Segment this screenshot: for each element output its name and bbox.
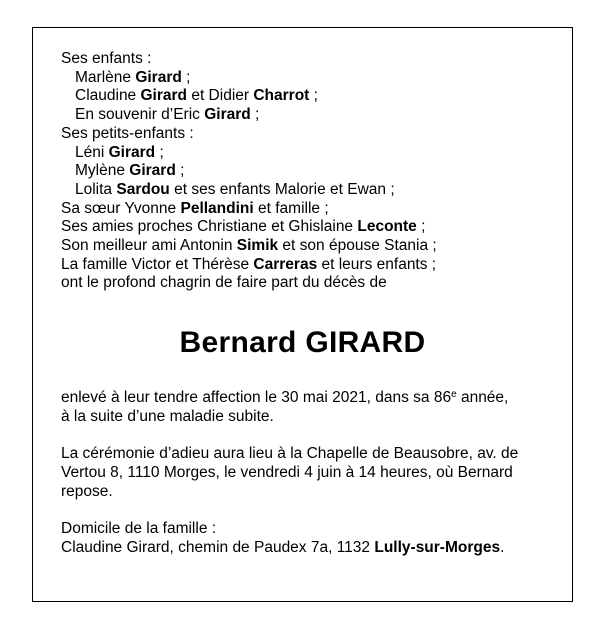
notice-line — [61, 200, 544, 219]
surname-bold: Girard — [108, 143, 156, 161]
notice-paragraph — [61, 445, 544, 501]
family-lines — [61, 50, 544, 293]
text-segment: Léni — [75, 143, 109, 161]
text-segment: Marlène — [75, 68, 136, 86]
death-notice-card — [32, 27, 573, 602]
text-segment: et Didier — [187, 87, 254, 105]
text-segment: et leurs enfants ; — [317, 255, 437, 273]
notice-line — [61, 520, 544, 539]
text-segment: à la suite d’une maladie subite. — [61, 407, 274, 425]
notice-line — [61, 69, 544, 88]
text-segment: ont le profond chagrin de faire part du décès de — [61, 274, 387, 292]
text-segment: ; — [175, 162, 185, 180]
text-segment: Ses amies proches Christiane et Ghislaine — [61, 218, 358, 236]
surname-bold: Pellandini — [180, 199, 254, 217]
text-segment: . — [500, 538, 505, 556]
text-segment: Sa sœur Yvonne — [61, 199, 181, 217]
notice-line — [61, 539, 544, 558]
text-segment: Claudine — [75, 87, 141, 105]
notice-line — [61, 256, 544, 275]
notice-line — [61, 181, 544, 200]
text-segment: Vertou 8, 1110 Morges, le vendredi 4 juin à 14 heures, où Bernard — [61, 463, 513, 481]
surname-bold: Simik — [236, 237, 279, 255]
notice-paragraph — [61, 520, 544, 557]
text-segment: En souvenir d’Eric — [75, 106, 205, 124]
notice-line — [61, 125, 544, 144]
text-segment: et son épouse Stania ; — [278, 237, 437, 255]
notice-line — [61, 50, 544, 69]
surname-bold: Girard — [135, 68, 182, 86]
text-segment: ; — [309, 87, 318, 105]
text-segment: Claudine Girard, chemin de Paudex 7a, 1132 — [61, 538, 375, 556]
text-segment: et famille ; — [253, 199, 329, 217]
text-segment: Lolita — [75, 180, 117, 198]
surname-bold: Lully-sur-Morges — [374, 538, 501, 556]
surname-bold: Girard — [140, 87, 188, 105]
surname-bold: Girard — [129, 162, 176, 180]
ordinal-superscript: e — [451, 389, 457, 401]
notice-line — [61, 445, 544, 464]
notice-paragraphs — [61, 389, 544, 557]
notice-line — [61, 274, 544, 293]
notice-paragraph — [61, 389, 544, 426]
notice-line — [61, 408, 544, 427]
surname-bold: Carreras — [253, 255, 318, 273]
text-segment: ; — [416, 218, 426, 236]
notice-line — [61, 106, 544, 125]
notice-line — [61, 483, 544, 502]
text-segment: enlevé à leur tendre affection le 30 mai 2021, dans sa 86 — [61, 389, 452, 407]
text-segment: Mylène — [75, 162, 130, 180]
deceased-name: Bernard GIRARD — [179, 326, 426, 360]
text-segment: La famille Victor et Thérèse — [61, 255, 254, 273]
surname-bold: Leconte — [357, 218, 417, 236]
text-segment: et ses enfants Malorie et Ewan ; — [169, 180, 395, 198]
text-segment: Ses petits-enfants : — [61, 124, 194, 142]
surname-bold: Charrot — [253, 87, 310, 105]
text-segment: année, — [456, 389, 509, 407]
text-segment: repose. — [61, 482, 113, 500]
notice-line — [61, 162, 544, 181]
surname-bold: Girard — [204, 106, 251, 124]
notice-line — [61, 464, 544, 483]
text-segment: ; — [155, 143, 164, 161]
notice-line — [61, 144, 544, 163]
text-segment: ; — [181, 68, 191, 86]
text-segment: Ses enfants : — [61, 50, 152, 67]
text-segment: ; — [250, 106, 260, 124]
notice-line — [61, 87, 544, 106]
surname-bold: Sardou — [116, 180, 170, 198]
text-segment: La cérémonie d’adieu aura lieu à la Chapelle de Beausobre, av. de — [61, 445, 519, 463]
text-segment: Son meilleur ami Antonin — [61, 237, 237, 255]
notice-line — [61, 389, 544, 408]
notice-line — [61, 237, 544, 256]
notice-line — [61, 218, 544, 237]
text-segment: Domicile de la famille : — [61, 520, 217, 538]
